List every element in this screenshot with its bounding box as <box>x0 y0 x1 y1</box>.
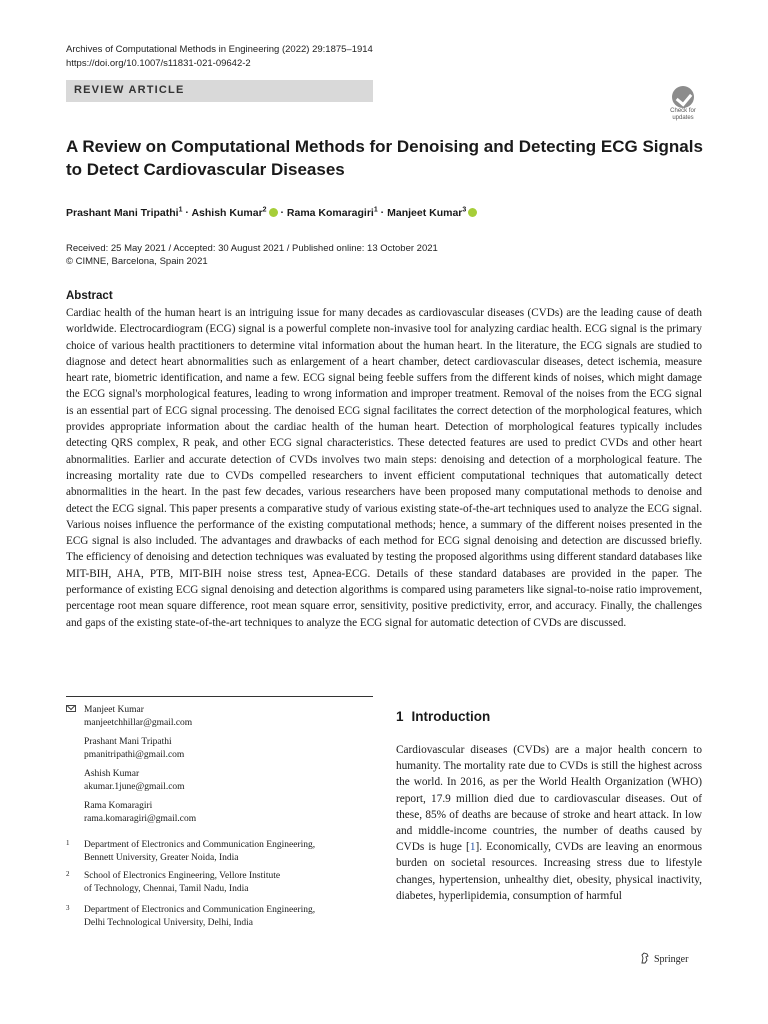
copyright-line: © CIMNE, Barcelona, Spain 2021 <box>66 256 208 267</box>
author-affil-sup: 2 <box>262 206 267 213</box>
journal-line: Archives of Computational Methods in Engineering (2022) 29:1875–1914 <box>66 44 373 55</box>
check-for-updates-badge[interactable] <box>664 86 702 122</box>
contact-email[interactable]: akumar.1june@gmail.com <box>84 782 185 792</box>
badge-text-line2: updates <box>672 115 694 121</box>
abstract-heading: Abstract <box>66 290 113 302</box>
affiliation-line: Department of Electronics and Communication Engineering, <box>84 905 316 915</box>
publication-dates <box>66 242 438 268</box>
contact-email[interactable]: pmanitripathi@gmail.com <box>84 750 185 760</box>
contact-email[interactable]: rama.komaragiri@gmail.com <box>84 814 197 824</box>
author-affil-sup: 1 <box>178 206 183 213</box>
section-title: Introduction <box>411 709 491 724</box>
article-type-label: REVIEW ARTICLE <box>74 84 185 96</box>
introduction-text <box>396 742 702 904</box>
affiliation-number: 1 <box>66 839 70 847</box>
badge-text-line1: Check for <box>670 108 696 114</box>
dates-line: Received: 25 May 2021 / Accepted: 30 August 2021 / Published online: 13 October 2021 <box>66 243 438 254</box>
doi-link[interactable]: https://doi.org/10.1007/s11831-021-09642-2 <box>66 58 251 69</box>
paper-title: A Review on Computational Methods for Denoising and Detecting ECG Signals to Detect Cardiovascular Diseases <box>66 137 703 179</box>
footnote-divider <box>66 696 373 697</box>
affiliation-line: Delhi Technological University, Delhi, India <box>84 918 253 928</box>
journal-citation <box>66 43 373 71</box>
contact-name: Manjeet Kumar <box>84 705 144 715</box>
publisher-name: Springer <box>654 954 689 965</box>
author-affil-sup: 1 <box>373 206 378 213</box>
citation-link[interactable]: 1 <box>469 841 476 854</box>
author-list: Prashant Mani Tripathi$^1$ · Ashish Kumar$^2$ · Rama Komaragiri$^1$ · Manjeet Kumar$^3$ <box>66 202 706 221</box>
article-type-band <box>66 80 373 102</box>
intro-text-part: Cardiovascular diseases (CVDs) are a major health concern to humanity. The mortality rate due to CVDs is still the highest across the world. In 2016, as per the World Health Organization (WHO) report, 17.9 million died due to cardiovascular diseases. Out of these, 85% of deaths are because of stroke and heart attack. In low and middle-income countries, the number of deaths caused by CVDs is huge [ <box>396 744 702 854</box>
check-for-updates-text <box>664 108 702 122</box>
contact-name: Rama Komaragiri <box>84 801 153 811</box>
correspondence-block <box>66 704 376 834</box>
publisher-logo <box>640 952 688 965</box>
affiliation-number: 2 <box>66 870 70 878</box>
affiliation-line: Department of Electronics and Communication Engineering, <box>84 840 316 850</box>
contact-name: Ashish Kumar <box>84 769 140 779</box>
section-number: 1 <box>396 709 404 724</box>
contact-entry <box>84 736 184 762</box>
orcid-icon[interactable] <box>269 208 278 217</box>
contact-entry <box>84 704 192 730</box>
envelope-icon <box>66 705 76 712</box>
author-affil-sup: 3 <box>462 206 467 213</box>
author-name: Rama Komaragiri <box>286 206 374 219</box>
contact-name: Prashant Mani Tripathi <box>84 737 172 747</box>
section-heading-introduction <box>396 709 490 724</box>
check-icon <box>672 86 694 108</box>
orcid-icon[interactable] <box>468 208 477 217</box>
author <box>191 207 277 219</box>
affiliation-line: of Technology, Chennai, Tamil Nadu, India <box>84 884 249 894</box>
author-name: Ashish Kumar <box>191 206 263 219</box>
author <box>287 207 378 219</box>
affiliation-line: Bennett University, Greater Noida, India <box>84 853 239 863</box>
abstract-text: Cardiac health of the human heart is an intriguing issue for many decades as cardiovascular diseases (CVDs) are the leading cause of death worldwide. Electrocardiogram (ECG) signal is a powerful complete non-invasive tool for analyzing cardiac health. ECG signal is the primary choice of various health practitioners to determine vital information about the human heart. In the literature, the ECG signals are studied to diagnose and detect heart abnormalities such as enlargement of a heart chamber, detect cardiovascular diseases, detect ischemia, measure heart rate, biometric identification, and name a few. ECG signal being feeble suffers from the different kinds of noises, which might damage the ECG signal's morphological features, leading to wrong information and improper treatment. Removal of the noises from the ECG signal is an essential part of ECG signal processing. The denoised ECG signal facilitates the correct detection of the morphological features, which provides appropriate information about the cardiac health of the human heart. Detection of morphological features typically includes detecting QRS complex, R peak, and other ECG signal characteristics. These detected features are used to predict CVDs and other heart abnormalities. Earlier and accurate detection of CVDs involves two main steps: denoising and detection of a morphological feature. The increasing mortality rate due to CVDs compelled researchers to invent efficient computational techniques that automatically detect abnormalities in the heart. In the past few decades, various researchers have been proposed many computational methods to denoise and detect the ECG signal. This paper presents a comparative study of various existing state-of-the-art techniques used to analyze the ECG signal. Various noises influence the performance of the existing computational methods; hence, a summary of the different noises presented in the ECG signal is also included. The advantages and drawbacks of each method for ECG signal denoising and detection are discussed briefly. The efficiency of denoising and detection techniques was evaluated by testing the proposed algorithms using different standard databases like MIT-BIH, AHA, PTB, MIT-BIH noise stress test, Apnea-ECG. Details of these standard databases are provided in the paper. The performance of existing ECG signal denoising and detection algorithms is compared using parameters like signal-to-noise ratio improvement, percentage root mean square difference, root mean square error, sensitivity, positive predictivity, error, and accuracy. Finally, the challenges and gaps of the existing state-of-the-art techniques to analyze the ECG signal for automatic detection of CVDs are discussed. <box>66 307 702 629</box>
contact-entry <box>84 768 185 794</box>
intro-text-part: ]. Economically, CVDs are leaving an enormous burden on societal resources. Increasing stress due to lifestyle changes, hypertension, unhealthy diet, obesity, physical inactivity, diabetes, hyperlipidemia, consumption of harmful <box>396 841 702 902</box>
author <box>66 207 183 219</box>
author-name: Manjeet Kumar <box>387 206 463 219</box>
contact-email[interactable]: manjeetchhillar@gmail.com <box>84 718 193 728</box>
author-name: Prashant Mani Tripathi <box>66 206 179 219</box>
author <box>387 207 477 219</box>
contact-entry <box>84 800 196 826</box>
springer-horse-icon <box>640 952 650 964</box>
affiliation-number: 3 <box>66 904 70 912</box>
affiliation-line: School of Electronics Engineering, Vellore Institute <box>84 871 281 881</box>
